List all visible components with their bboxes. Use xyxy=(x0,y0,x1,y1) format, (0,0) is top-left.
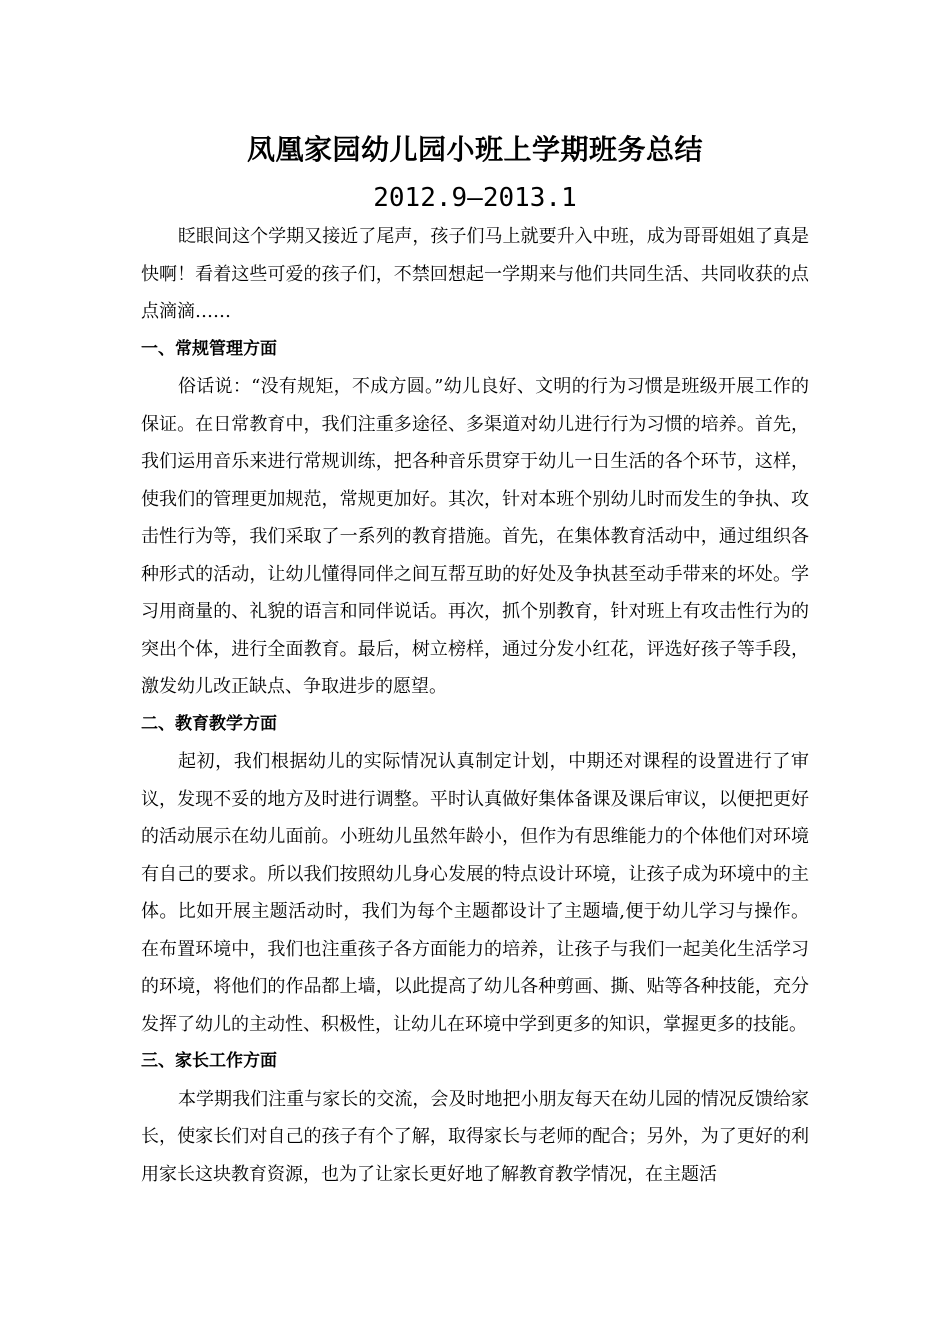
document-date-range: 2012.9—2013.1 xyxy=(373,183,577,213)
section-text-routine: 俗话说：“没有规矩，不成方圆。”幼儿良好、文明的行为习惯是班级开展工作的保证。在日常教育中，我们注重多途径、多渠道对幼儿进行行为习惯的培养。首先，我们运用音乐来进行常规训练，把各种音乐贯穿于幼儿一日生活的各个环节，这样，使我们的管理更加规范，常规更加好。其次，针对本班个别幼儿时而发生的争执、攻击性行为等，我们采取了一系列的教育措施。首先，在集体教育活动中，通过组织各种形式的活动，让幼儿懂得同伴之间互帮互助的好处及争执甚至动手带来的坏处。学习用商量的、礼貌的语言和同伴说话。再次，抓个别教育，针对班上有攻击性行为的突出个体，进行全面教育。最后，树立榜样，通过分发小红花，评选好孩子等手段，激发幼儿改正缺点、争取进步的愿望。 xyxy=(141,376,809,697)
intro-paragraph: 眨眼间这个学期又接近了尾声，孩子们马上就要升入中班，成为哥哥姐姐了真是快啊！看着这些可爱的孩子们，不禁回想起一学期来与他们共同生活、共同收获的点点滴滴…… xyxy=(141,226,809,322)
section-text-parents: 本学期我们注重与家长的交流，会及时地把小朋友每天在幼儿园的情况反馈给家长，使家长们对自己的孩子有个了解，取得家长与老师的配合；另外，为了更好的利用家长这块教育资源，也为了让家长更好地了解教育教学情况，在主题活 xyxy=(141,1088,809,1185)
section-heading-teaching: 二、教育教学方面 xyxy=(141,713,277,734)
section-heading-routine: 一、常规管理方面 xyxy=(141,338,277,359)
section-text-teaching: 起初，我们根据幼儿的实际情况认真制定计划，中期还对课程的设置进行了审议，发现不妥的地方及时进行调整。平时认真做好集体备课及课后审议，以便把更好的活动展示在幼儿面前。小班幼儿虽然年龄小，但作为有思维能力的个体他们对环境有自己的要求。所以我们按照幼儿身心发展的特点设计环境，让孩子成为环境中的主体。比如开展主题活动时，我们为每个主题都设计了主题墙,便于幼儿学习与操作。在布置环境中，我们也注重孩子各方面能力的培养，让孩子与我们一起美化生活学习的环境，将他们的作品都上墙，以此提高了幼儿各种剪画、撕、贴等各种技能，充分发挥了幼儿的主动性、积极性，让幼儿在环境中学到更多的知识，掌握更多的技能。 xyxy=(141,751,809,1035)
document-page xyxy=(141,128,809,1193)
document-title: 凤凰家园幼儿园小班上学期班务总结 xyxy=(246,133,703,166)
section-heading-parents: 三、家长工作方面 xyxy=(141,1051,277,1071)
